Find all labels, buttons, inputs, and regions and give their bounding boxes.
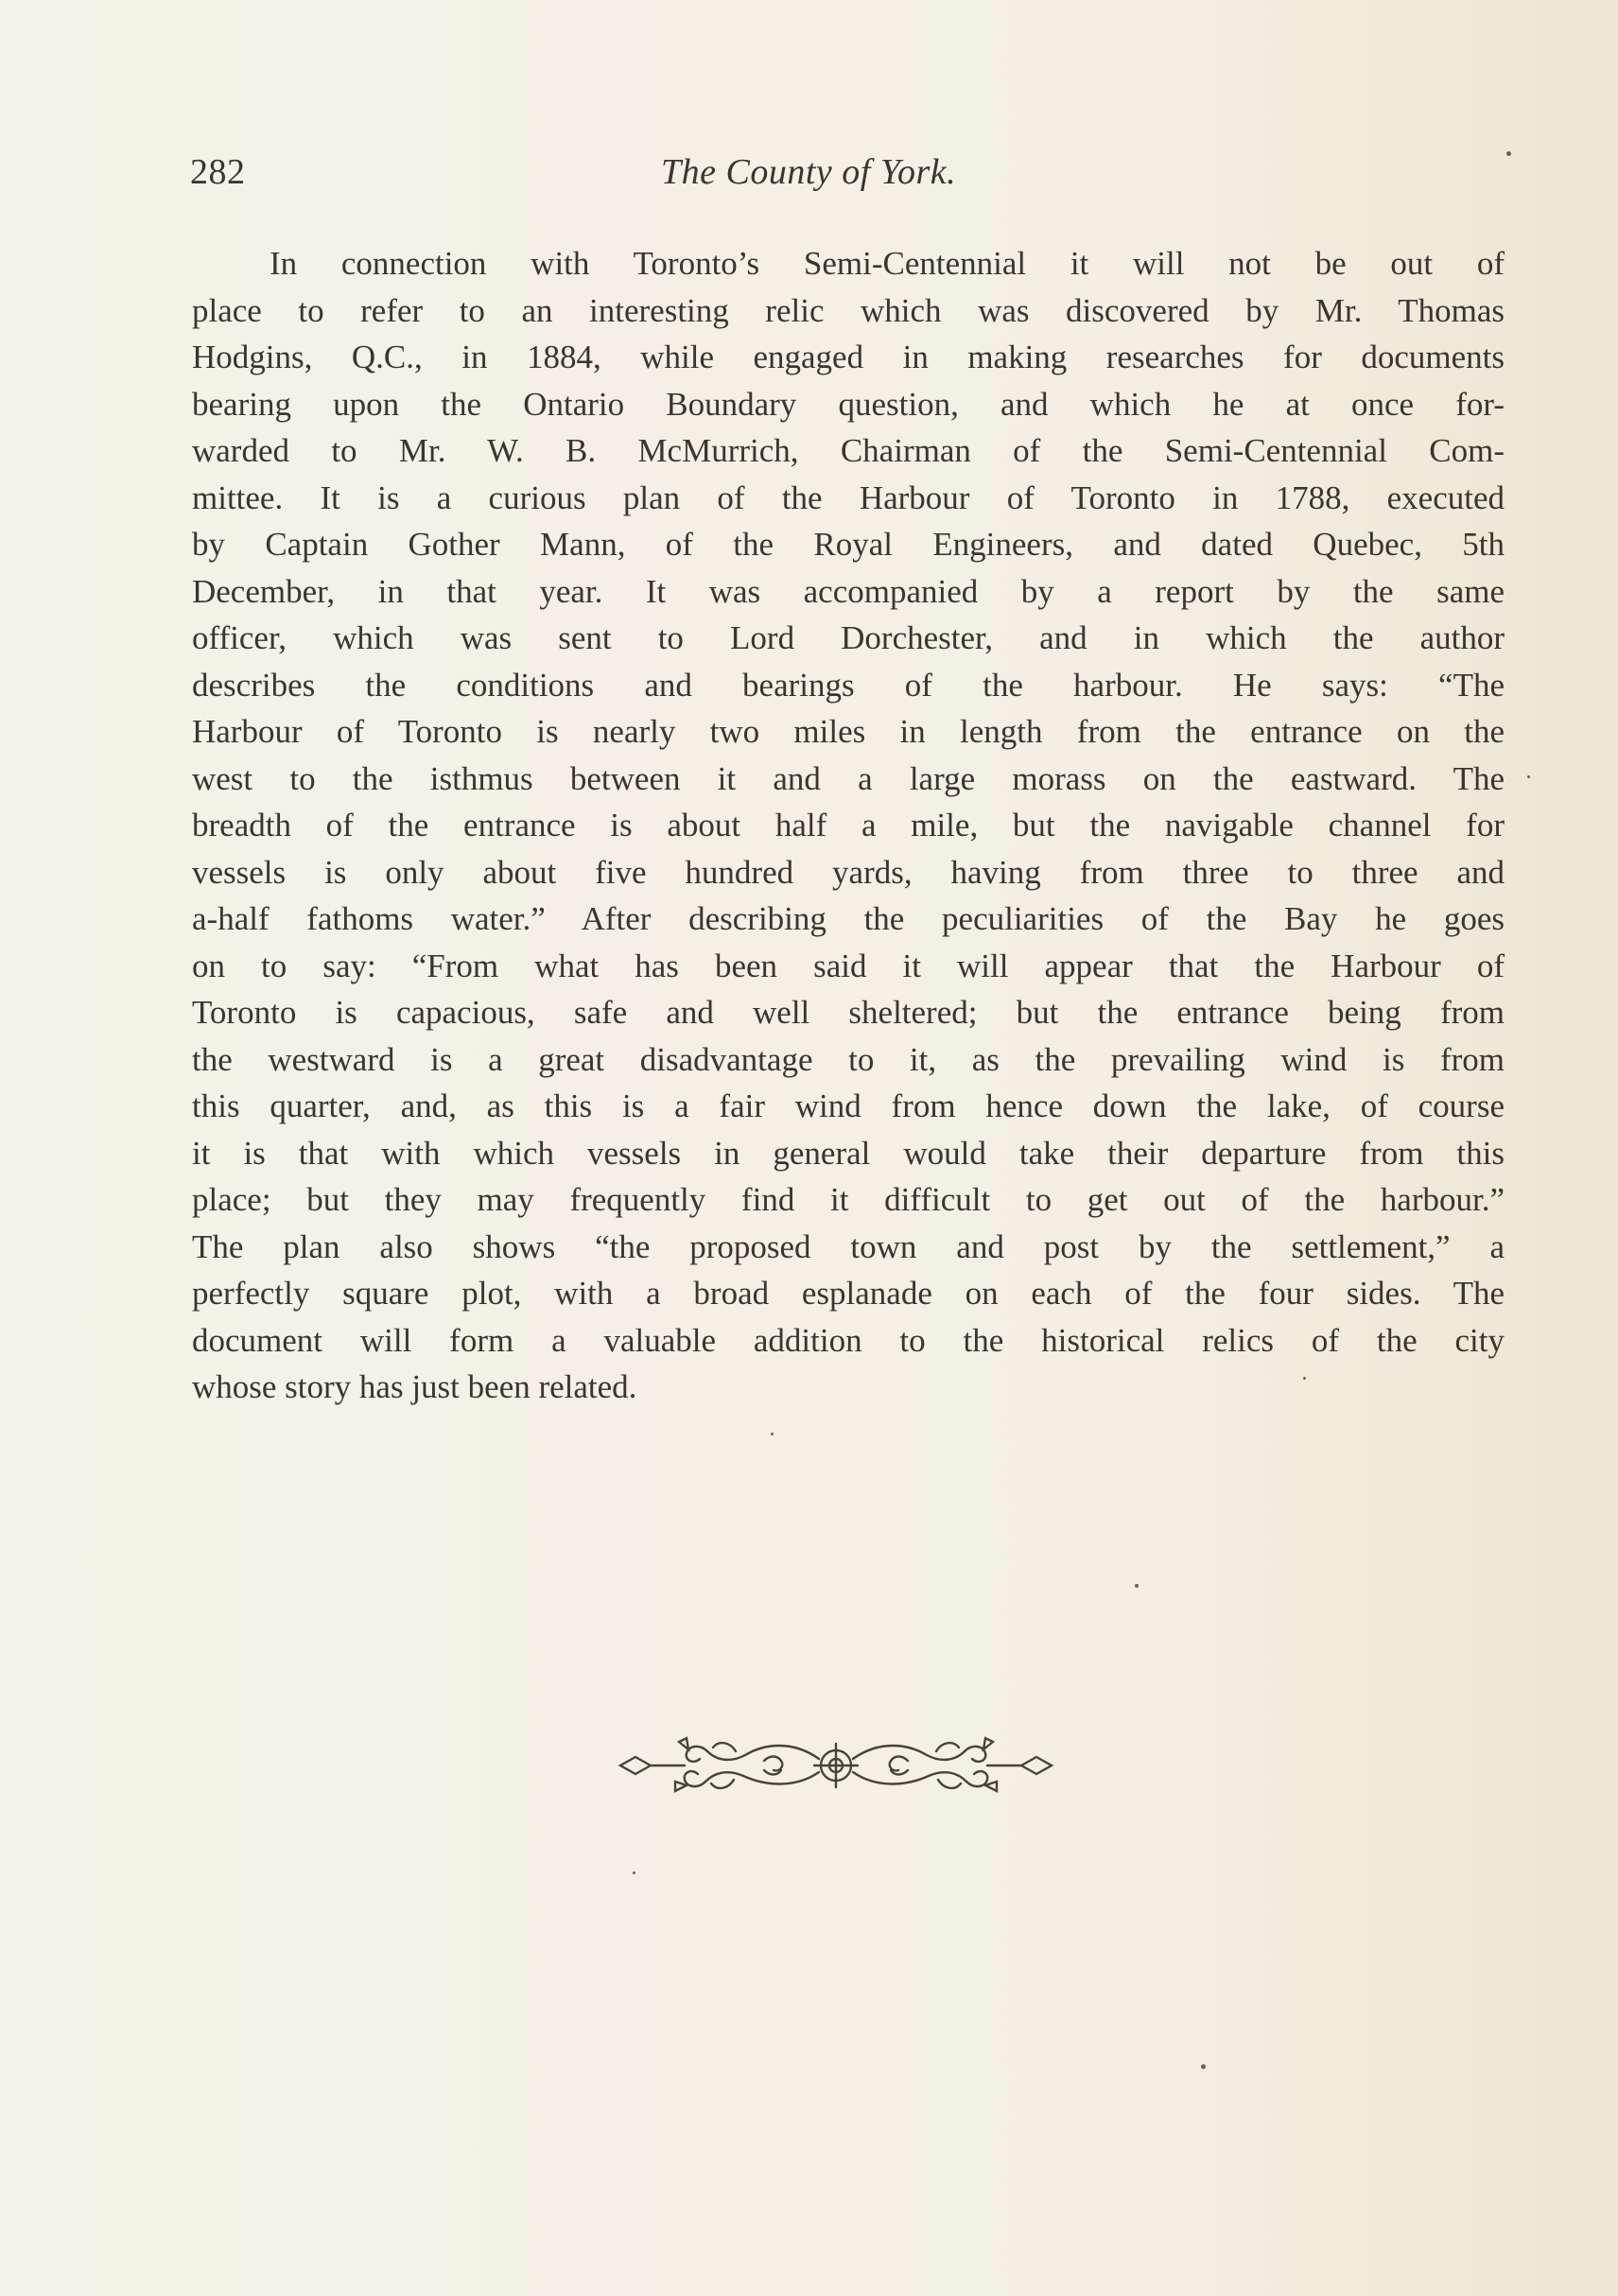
text-line: Harbour of Toronto is nearly two miles in length from the entrance on the — [192, 713, 1505, 750]
paper-speck — [1135, 1584, 1139, 1588]
text-line: place to refer to an interesting relic which was discovered by Mr. Thomas — [192, 291, 1505, 329]
text-line: warded to Mr. W. B. McMurrich, Chairman of the Semi-Centennial Com- — [192, 432, 1505, 469]
text-line: breadth of the entrance is about half a mile, but the navigable channel for — [192, 807, 1505, 844]
text-line: place; but they may frequently find it difficult to get out of the harbour.” — [192, 1181, 1505, 1218]
page-header — [190, 151, 1505, 199]
text-line: Hodgins, Q.C., in 1884, while engaged in making researches for documents — [192, 339, 1505, 375]
text-line: whose story has just been related. — [192, 1368, 637, 1405]
body-paragraph — [192, 240, 1505, 1411]
text-line: bearing upon the Ontario Boundary question, and which he at once for- — [192, 385, 1505, 423]
text-line: it is that with which vessels in general would take their departure from this — [192, 1134, 1505, 1172]
text-line: perfectly square plot, with a broad esplanade on each of the four sides. The — [192, 1275, 1505, 1312]
text-line: Toronto is capacious, safe and well sheltered; but the entrance being from — [192, 994, 1505, 1031]
text-line: the westward is a great disadvantage to it, as the prevailing wind is from — [192, 1040, 1505, 1078]
paper-speck — [633, 1871, 635, 1874]
floral-tailpiece-icon — [613, 1723, 1059, 1808]
text-line: by Captain Gother Mann, of the Royal Engineers, and dated Quebec, 5th — [192, 526, 1505, 563]
text-line: mittee. It is a curious plan of the Harbour of Toronto in 1788, executed — [192, 478, 1505, 516]
text-line: December, in that year. It was accompanied by a report by the same — [192, 572, 1505, 610]
text-line: describes the conditions and bearings of the harbour. He says: “The — [192, 666, 1505, 704]
paper-speck — [1201, 2064, 1206, 2069]
text-line: this quarter, and, as this is a fair wind from hence down the lake, of course — [192, 1087, 1505, 1124]
running-title: The County of York. — [661, 152, 957, 192]
text-line: officer, which was sent to Lord Dorchester, and in which the author — [192, 619, 1505, 656]
paper-speck — [771, 1433, 774, 1435]
page-number: 282 — [190, 152, 246, 192]
text-line: document will form a valuable addition to the historical relics of the city — [192, 1321, 1505, 1359]
text-line: The plan also shows “the proposed town and post by the settlement,” a — [192, 1227, 1505, 1265]
text-line: on to say: “From what has been said it will appear that the Harbour of — [192, 947, 1505, 984]
paper-speck — [1506, 151, 1511, 156]
paper-speck — [1527, 775, 1530, 778]
text-line: west to the isthmus between it and a large morass on the eastward. The — [192, 759, 1505, 797]
text-line: vessels is only about five hundred yards, having from three to three and — [192, 853, 1505, 891]
text-line: a-half fathoms water.” After describing the peculiarities of the Bay he goes — [192, 900, 1505, 937]
paper-speck — [1303, 1377, 1306, 1380]
text-line: In connection with Toronto’s Semi-Centennial it will not be out of — [270, 245, 1505, 282]
